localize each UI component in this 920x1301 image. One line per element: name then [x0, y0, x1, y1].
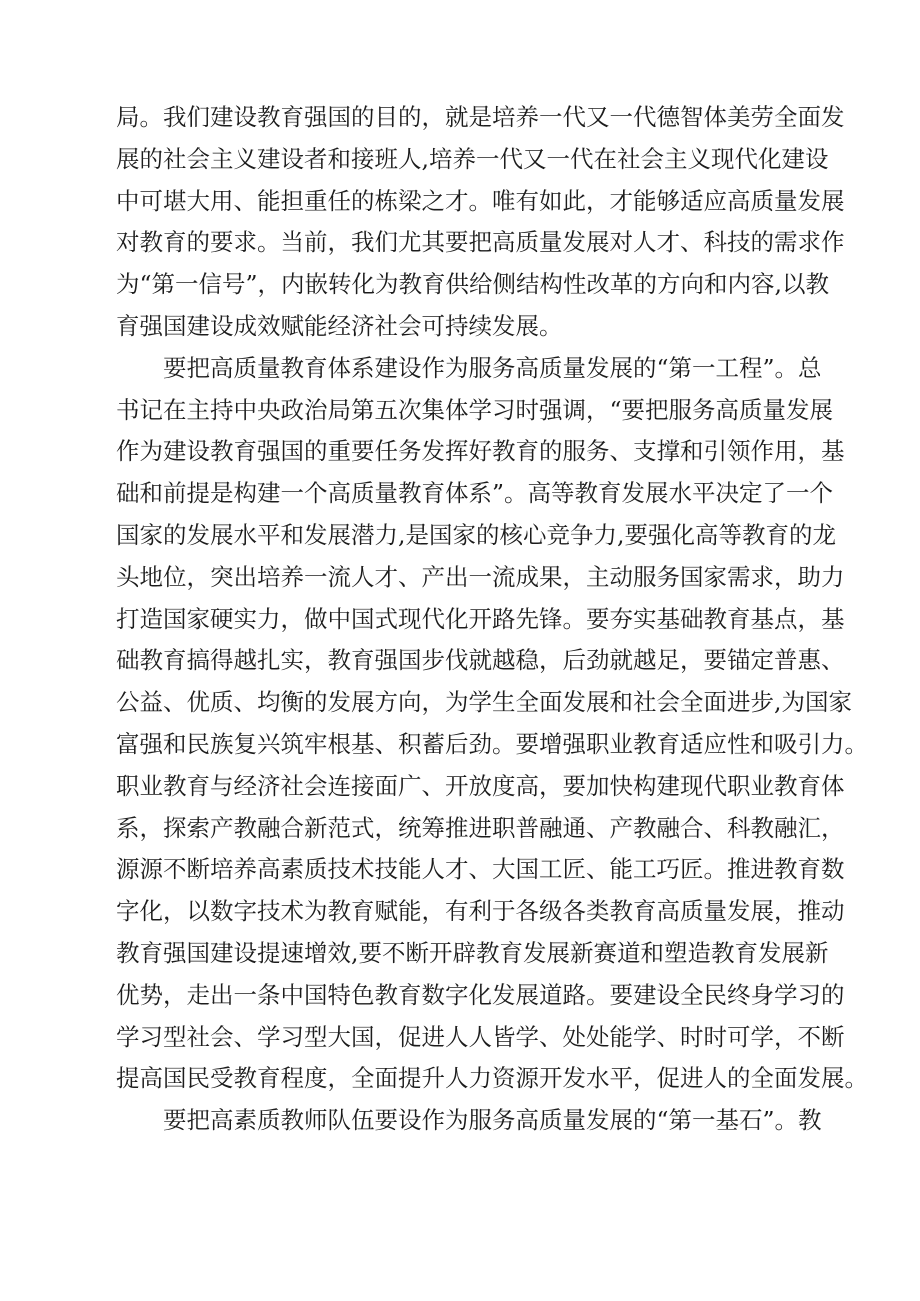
- text-line: 打造国家硬实力，做中国式现代化开路先锋。要夯实基础教育基点，基: [116, 604, 845, 633]
- text-line: 字化，以数字技术为教育赋能，有利于各级各类教育高质量发展，推动: [116, 897, 845, 926]
- text-line: 书记在主持中央政治局第五次集体学习时强调，“要把服务高质量发展: [116, 395, 834, 424]
- text-line: 学习型社会、学习型大国，促进人人皆学、处处能学、时时可学，不断: [116, 1022, 845, 1051]
- text-line: 优势，走出一条中国特色教育数字化发展道路。要建设全民终身学习的: [116, 980, 845, 1009]
- paragraph-first-line: 要把高质量教育体系建设作为服务高质量发展的“第一工程”。总: [163, 353, 822, 382]
- text-line: 础教育搞得越扎实，教育强国步伐就越稳，后劲就越足，要锚定普惠、: [116, 646, 845, 675]
- text-line: 源源不断培养高素质技术技能人才、大国工匠、能工巧匠。推进教育数: [116, 855, 845, 884]
- text-line: 教育强国建设提速增效,要不断开辟教育发展新赛道和塑造教育发展新: [116, 938, 829, 967]
- text-line: 职业教育与经济社会连接面广、开放度高，要加快构建现代职业教育体: [116, 771, 845, 800]
- text-line: 国家的发展水平和发展潜力,是国家的核心竞争力,要强化高等教育的龙: [116, 520, 836, 549]
- text-line: 础和前提是构建一个高质量教育体系”。高等教育发展水平决定了一个: [116, 479, 834, 508]
- text-line: 头地位，突出培养一流人才、产出一流成果，主动服务国家需求，助力: [116, 562, 845, 591]
- text-line: 系，探索产教融合新范式，统筹推进职普融通、产教融合、科教融汇，: [116, 813, 845, 842]
- document-body: [116, 97, 868, 1142]
- text-line: 展的社会主义建设者和接班人,培养一代又一代在社会主义现代化建设: [116, 144, 829, 173]
- text-line: 作为建设教育强国的重要任务发挥好教育的服务、支撑和引领作用，基: [116, 437, 845, 466]
- paragraph-first-line: 要把高素质教师队伍要设作为服务高质量发展的“第一基石”。教: [163, 1106, 822, 1135]
- text-line: 富强和民族复兴筑牢根基、积蓄后劲。要增强职业教育适应性和吸引力。: [116, 729, 868, 758]
- text-line: 育强国建设成效赋能经济社会可持续发展。: [116, 311, 563, 340]
- text-line: 提高国民受教育程度，全面提升人力资源开发水平，促进人的全面发展。: [116, 1064, 868, 1093]
- text-line: 公益、优质、均衡的发展方向，为学生全面发展和社会全面进步,为国家: [116, 688, 852, 717]
- text-line: 为“第一信号”，内嵌转化为教育供给侧结构性改革的方向和内容,以教: [116, 270, 829, 299]
- text-line: 局。我们建设教育强国的目的，就是培养一代又一代德智体美劳全面发: [116, 103, 845, 131]
- text-line: 对教育的要求。当前，我们尤其要把高质量发展对人才、科技的需求作: [116, 228, 845, 257]
- text-line: 中可堪大用、能担重任的栋梁之才。唯有如此，才能够适应高质量发展: [116, 186, 845, 215]
